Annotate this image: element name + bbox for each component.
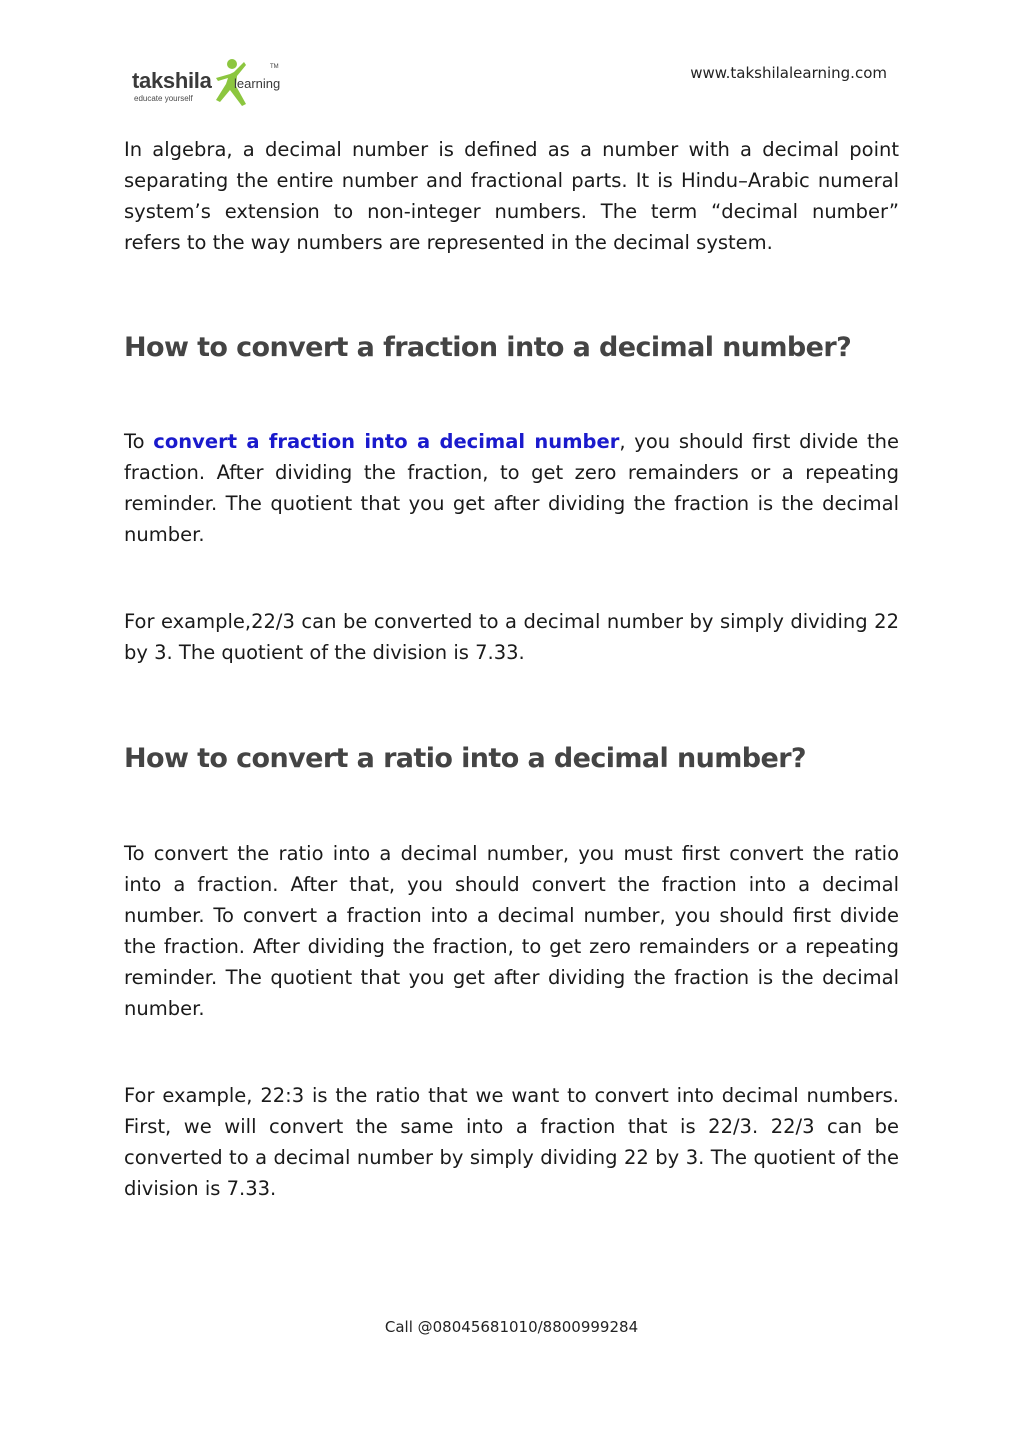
fraction-heading-section [124, 332, 899, 363]
intro-paragraph: In algebra, a decimal number is defined as a number with a decimal point separating the entire number and fractional parts. It is Hindu–Arabic numeral system’s extension to non-integer numbers. The term “decimal number” refers to the way numbers are represented in the decimal system. [124, 138, 899, 254]
logo-learning-text: learning [234, 76, 281, 91]
fraction-paragraph-prefix: To [124, 430, 154, 453]
footer-contact: Call @08045681010/8800999284 [384, 1318, 639, 1336]
logo-wordmark: takshila [132, 68, 212, 93]
logo-trademark: TM [270, 64, 279, 70]
heading-ratio: How to convert a ratio into a decimal number? [124, 743, 806, 774]
convert-fraction-link[interactable]: convert a fraction into a decimal number [153, 430, 620, 453]
ratio-example-paragraph: For example, 22:3 is the ratio that we want to convert into decimal numbers. First, we will convert the same into a fraction that is 22/3. 22/3 can be converted to a decimal number by simply dividing 22 by 3. The quotient of the division is 7.33. [124, 1084, 899, 1200]
intro-section [124, 134, 899, 258]
takshila-logo[interactable] [132, 56, 282, 112]
ratio-section [124, 838, 899, 1024]
fraction-example-section [124, 606, 899, 668]
heading-fraction: How to convert a fraction into a decimal number? [124, 332, 852, 363]
fraction-section [124, 426, 899, 550]
fraction-paragraph [124, 426, 899, 550]
fraction-paragraph-suffix: , you should first divide the fraction. After dividing the fraction, to get zero remainders or a repeating reminder. The quotient that you get after dividing the fraction is the decimal number. [124, 430, 899, 546]
site-url[interactable]: www.takshilalearning.com [690, 64, 887, 82]
ratio-paragraph: To convert the ratio into a decimal number, you must first convert the ratio into a fraction. After that, you should convert the fraction into a decimal number. To convert a fraction into a decimal number, you should first divide the fraction. After dividing the fraction, to get zero remainders or a repeating reminder. The quotient that you get after dividing the fraction is the decimal number. [124, 842, 899, 1020]
ratio-heading-section [124, 743, 899, 774]
ratio-example-section [124, 1080, 899, 1204]
fraction-example-paragraph: For example,22/3 can be converted to a decimal number by simply dividing 22 by 3. The quotient of the division is 7.33. [124, 610, 899, 664]
logo-tagline: educate yourself [134, 94, 193, 103]
